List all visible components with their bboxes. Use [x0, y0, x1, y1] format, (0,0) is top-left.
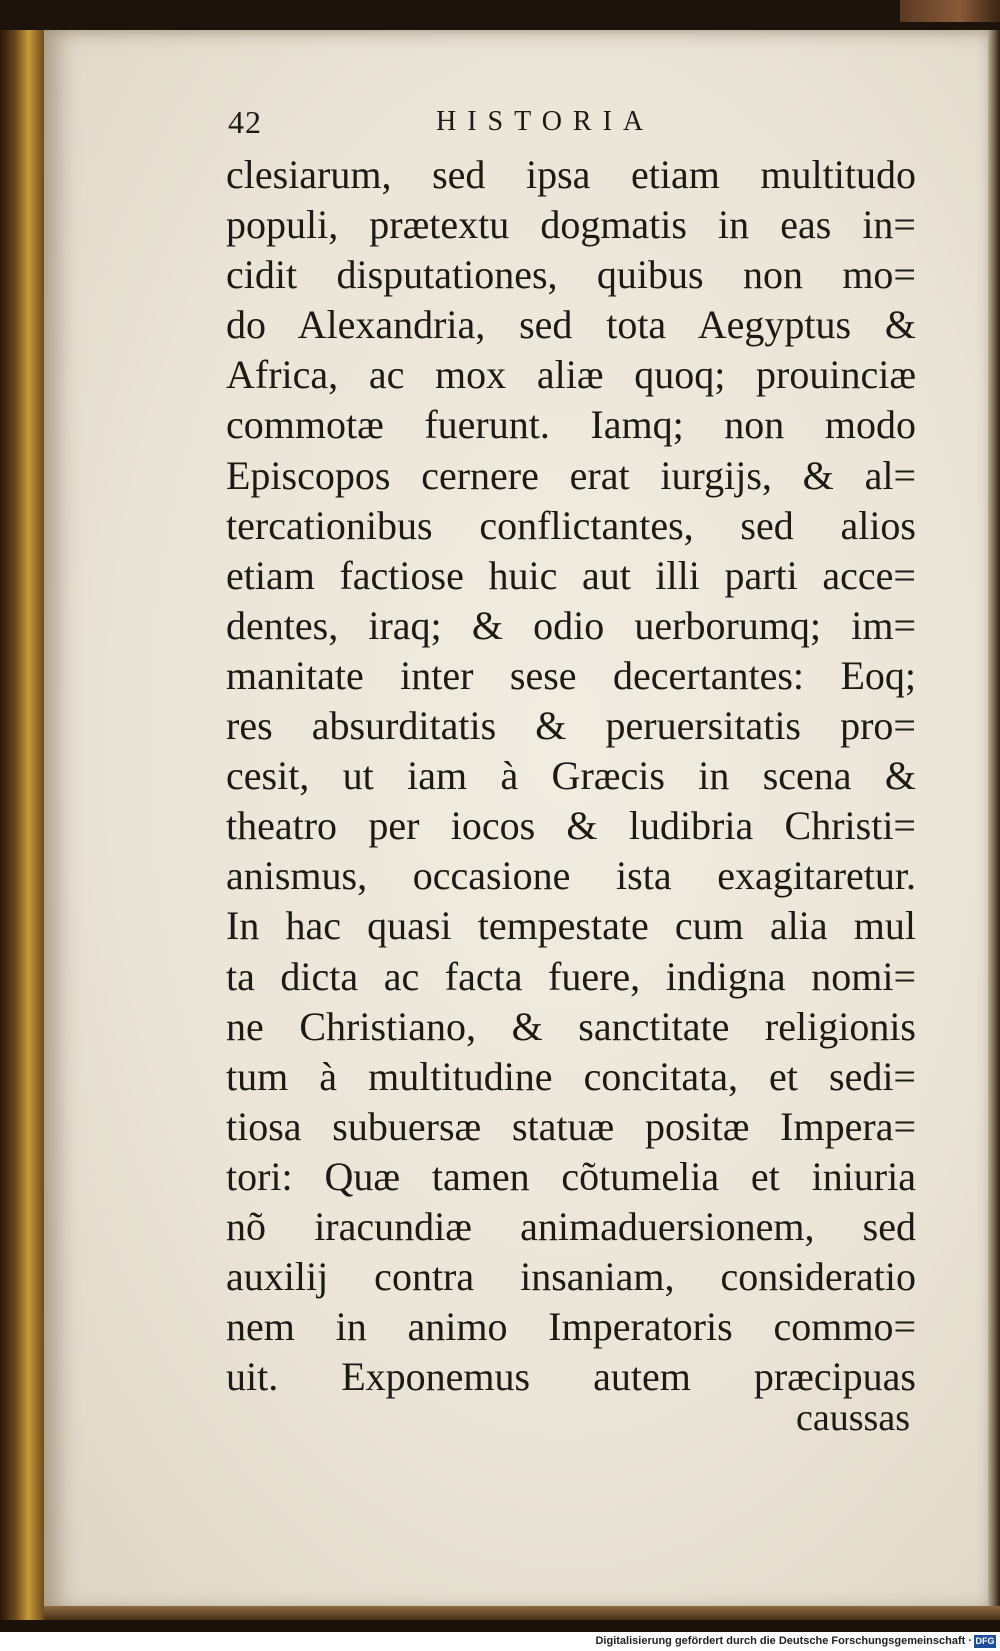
page-number: 42 — [228, 104, 262, 140]
text-line: ne Christiano, & sanctitate religionis — [226, 1003, 916, 1049]
text-line: populi, prætextu dogmatis in eas in= — [226, 202, 916, 248]
body-text — [226, 150, 916, 1402]
text-line: tum à multitudine concitata, et sedi= — [226, 1053, 916, 1099]
text-line: do Alexandria, sed tota Aegyptus & — [226, 302, 916, 348]
page-header — [228, 104, 708, 148]
page-bottom-edge — [44, 1606, 1000, 1620]
text-line: In hac quasi tempestate cum alia mul — [226, 903, 916, 949]
text-line: Episcopos cernere erat iurgijs, & al= — [226, 452, 916, 498]
dfg-logo — [974, 1635, 996, 1648]
text-line: cesit, ut iam à Græcis in scena & — [226, 753, 916, 799]
footer-bar — [0, 1632, 1000, 1651]
text-line: theatro per iocos & ludibria Christi= — [226, 803, 916, 849]
text-line: nem in animo Imperatoris commo= — [226, 1304, 916, 1350]
text-line: uit. Exponemus autem præcipuas — [226, 1354, 916, 1400]
text-line: tori: Quæ tamen cõtumelia et iniuria — [226, 1153, 916, 1199]
catchword: caussas — [796, 1397, 910, 1439]
text-line: tiosa subuersæ statuæ positæ Impera= — [226, 1103, 916, 1149]
funding-credit: Digitalisierung gefördert durch die Deutsche Forschungsgemeinschaft · — [595, 1635, 972, 1647]
text-line: etiam factiose huic aut illi parti acce= — [226, 552, 916, 598]
text-line: cidit disputationes, quibus non mo= — [226, 252, 916, 298]
dfg-logo-text: DFG — [975, 1636, 995, 1646]
text-line: commotæ fuerunt. Iamq; non modo — [226, 402, 916, 448]
running-title: HISTORIA — [436, 106, 655, 137]
text-line: clesiarum, sed ipsa etiam multitudo — [226, 152, 916, 197]
text-line: auxilij contra insaniam, consideratio — [226, 1254, 916, 1300]
text-line: Africa, ac mox aliæ quoq; prouinciæ — [226, 352, 916, 398]
text-line: anismus, occasione ista exagitaretur. — [226, 853, 916, 899]
text-line: nõ iracundiæ animaduersionem, sed — [226, 1203, 916, 1249]
text-line: res absurditatis & peruersitatis pro= — [226, 703, 916, 749]
page-fore-edge — [988, 30, 1000, 1612]
text-line: tercationibus conflictantes, sed alios — [226, 502, 916, 548]
text-line: ta dicta ac facta fuere, indigna nomi= — [226, 953, 916, 999]
text-line: manitate inter sese decertantes: Eoq; — [226, 652, 916, 698]
book-top-edge — [900, 0, 1000, 22]
text-line: dentes, iraq; & odio uerborumq; im= — [226, 602, 916, 648]
